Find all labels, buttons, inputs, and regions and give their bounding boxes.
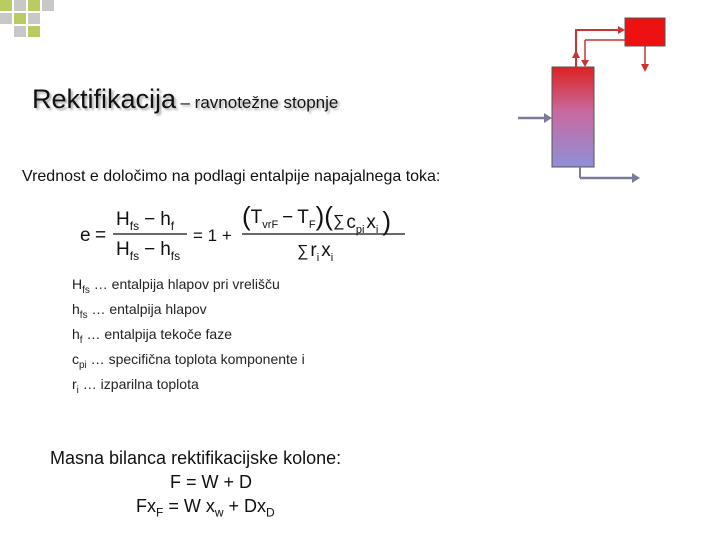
- definition-item: $h_{fs}$ … entalpija hlapov: [72, 301, 207, 321]
- deco-square: [28, 0, 40, 11]
- mass-balance: [50, 446, 341, 525]
- deco-square: [28, 13, 40, 24]
- balance-eq2: $Fx_F = W$ $x_w + Dx_D$: [136, 496, 275, 520]
- deco-square: [42, 0, 54, 11]
- deco-square: [28, 26, 40, 37]
- formula-num2: $(T_{vrF} - T_F)(\sum$ $c_{pi}$ $x_i$ ): [242, 201, 392, 236]
- column-body: [552, 67, 594, 167]
- deco-square: [0, 0, 12, 11]
- intro-text: Vrednost e določimo na podlagi entalpije napajalnega toka:: [22, 168, 441, 185]
- formula-one-plus: = 1 +: [193, 226, 232, 245]
- formula-den1: $H_{fs} - h_{fs}$: [116, 239, 181, 263]
- deco-square: [14, 13, 26, 24]
- formula-num1: $H_{fs} - h_f$: [116, 209, 175, 233]
- formula-e: e: [80, 225, 91, 246]
- deco-square: [14, 26, 26, 37]
- symbol-definitions: [72, 275, 305, 400]
- vapor-arrow: [618, 26, 625, 34]
- feed-arrow: [544, 113, 552, 123]
- reflux-arrow: [581, 60, 589, 67]
- bottoms-arrow: [632, 173, 640, 183]
- formula-den2: ∑ $r_i$ $x_i$: [297, 240, 334, 264]
- slide-title: [32, 84, 338, 115]
- title-main: Rektifikacija: [32, 84, 177, 114]
- definition-item: $r_i$ … izparilna toplota: [72, 376, 199, 396]
- distillation-column-diagram: [490, 0, 720, 200]
- title-subtitle: – ravnotežne stopnje: [180, 93, 339, 112]
- column-top-arrow: [572, 50, 580, 58]
- balance-eq1: F = W + D: [170, 472, 253, 492]
- deco-square: [0, 13, 12, 24]
- condenser-box: [625, 18, 665, 46]
- distillate-arrow: [641, 64, 649, 72]
- enthalpy-formula: [75, 198, 435, 268]
- balance-heading: Masna bilanca rektifikacijske kolone:: [50, 448, 342, 468]
- formula-eq: =: [95, 225, 107, 246]
- definition-item: $c_{pi}$ … specifična toplota komponente i: [72, 351, 305, 371]
- definition-item: $h_f$ … entalpija tekoče faze: [72, 326, 232, 346]
- deco-square: [14, 0, 26, 11]
- definition-item: $H_{fs}$ … entalpija hlapov pri vrelišču: [72, 276, 280, 296]
